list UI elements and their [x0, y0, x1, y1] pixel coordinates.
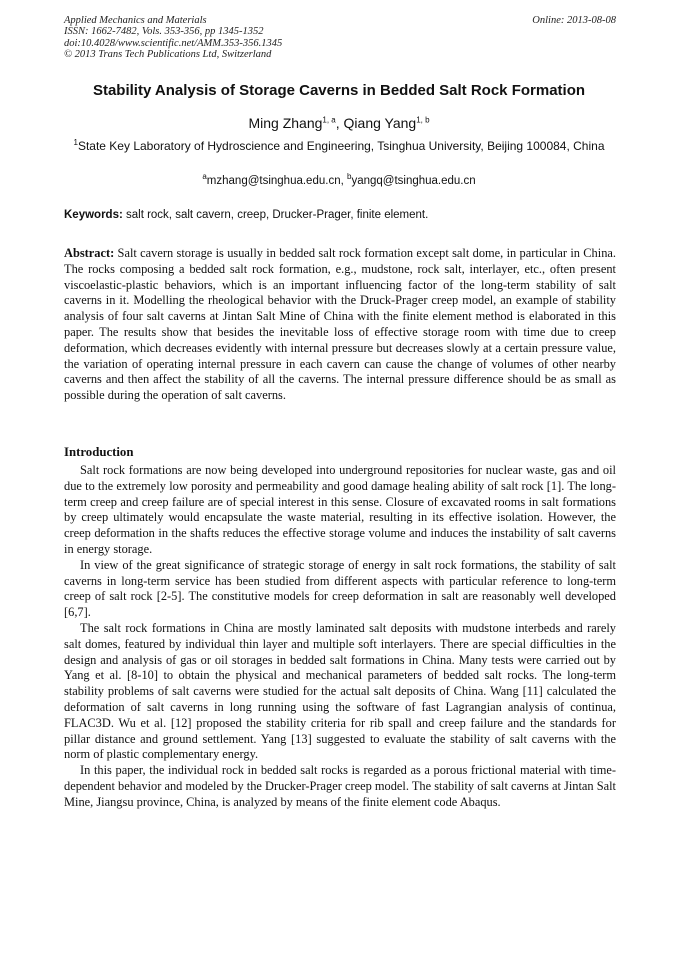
- abstract-text: Salt cavern storage is usually in bedded salt rock formation except salt dome, in particular in China. The rocks composing a bedded salt rock formation, e.g., mudstone, rock salt, interlayer, etc., often present viscoelastic-plastic behaviors, which is an important influencing factor of the long-term stability of salt caverns in it. Modelling the rheological behavior with the Druck-Prager creep model, an example of stability analysis of four salt caverns at Jintan Salt Mine of China with the finite element method is elaborated in this paper. The results show that besides the inevitable loss of effective storage room with time due to creep deformation, which decreases evidently with internal pressure but decreases slowly at a certain pressure value, the variation of operating internal pressure in each cavern can cause the change of volumes of other nearby caverns and then affect the stability of all the caverns. The internal pressure difference should be as small as possible during the operation of salt caverns.: [64, 246, 616, 403]
- author-list: [40, 114, 638, 132]
- running-header: [64, 15, 616, 61]
- author-name: Qiang Yang: [343, 115, 417, 131]
- author-name: Ming Zhang: [248, 115, 323, 131]
- email-superscript: b: [346, 172, 352, 182]
- journal-name: Applied Mechanics and Materials: [64, 15, 207, 26]
- keywords-text: salt rock, salt cavern, creep, Drucker-Prager, finite element.: [122, 209, 429, 221]
- keywords: [64, 208, 616, 223]
- copyright-line: © 2013 Trans Tech Publications Ltd, Switzerland: [64, 49, 272, 61]
- doi-line: doi:10.4028/www.scientific.net/AMM.353-356.1345: [64, 37, 283, 49]
- author-emails: [40, 174, 638, 189]
- author-separator: ,: [335, 115, 344, 131]
- affiliation-superscript: 1: [73, 138, 78, 147]
- author-superscript: 1, b: [416, 115, 430, 125]
- author-superscript: 1, a: [322, 115, 336, 125]
- email-separator: ,: [340, 175, 347, 187]
- abstract-label: Abstract:: [64, 246, 115, 260]
- introduction-body: [64, 463, 616, 811]
- section-heading: Introduction: [64, 445, 134, 459]
- paper-title: Stability Analysis of Storage Caverns in Bedded Salt Rock Formation: [92, 82, 586, 99]
- body-paragraph: In this paper, the individual rock in bedded salt rocks is regarded as a porous frictional material with time-dependent behavior and modeled by the Drucker-Prager creep model. The stability of salt caverns at Jintan Salt Mine, Jiangsu province, China, is analyzed by means of the finite element code Abaqus.: [64, 763, 616, 809]
- email-link[interactable]: mzhang@tsinghua.edu.cn: [206, 175, 341, 187]
- issn-line: ISSN: 1662-7482, Vols. 353-356, pp 1345-1352: [64, 26, 264, 38]
- affiliation: [70, 139, 608, 154]
- body-paragraph: Salt rock formations are now being developed into underground repositories for nuclear waste, gas and oil due to the extremely low porosity and permeability and good damage healing ability of salt rock [1]. The long-term creep and creep failure are of special interest in this sense. Closure of excavated rooms in salt formations by creep ultimately would encapsulate the waste material, resulting in its effective isolation. However, the creep deformation in the shafts reduces the effective storage volume and induces the instability of salt caverns in energy storage.: [64, 463, 616, 556]
- email-superscript: a: [202, 172, 207, 182]
- body-paragraph: In view of the great significance of strategic storage of energy in salt rock formations, the stability of salt caverns in long-term service has been studied from different aspects with particular reference to long-term creep of salt rock [2-5]. The constitutive models for creep deformation in salt are reasonably well developed [6,7].: [64, 557, 616, 620]
- online-date: Online: 2013-08-08: [532, 15, 616, 26]
- keywords-label: Keywords:: [64, 209, 123, 221]
- email-link[interactable]: yangq@tsinghua.edu.cn: [351, 175, 476, 187]
- affiliation-text: State Key Laboratory of Hydroscience and Engineering, Tsinghua University, Beijing 100084, China: [77, 139, 605, 153]
- body-paragraph: The salt rock formations in China are mostly laminated salt deposits with mudstone interbeds and rarely salt domes, featured by individual thin layer and multiple soft interlayers. There are special difficulties in the design and analysis of gas or oil storages in bedded salt formations in China. Many tests were carried out by Yang et al. [8-10] to obtain the physical and mechanical parameters of bedded salt rocks. The long-term stability problems of salt caverns were studied for the actual salt deposits of China. Wang [11] calculated the deformation of salt caverns in long running using the software of fast Lagrangian analysis of continua, FLAC3D. Wu et al. [12] proposed the stability criteria for rib spall and creep failure and the standards for pillar distance and ground settlement. Yang [13] suggested to evaluate the stability of salt caverns with the norm of plastic complementary energy.: [64, 620, 616, 762]
- abstract: [64, 246, 616, 404]
